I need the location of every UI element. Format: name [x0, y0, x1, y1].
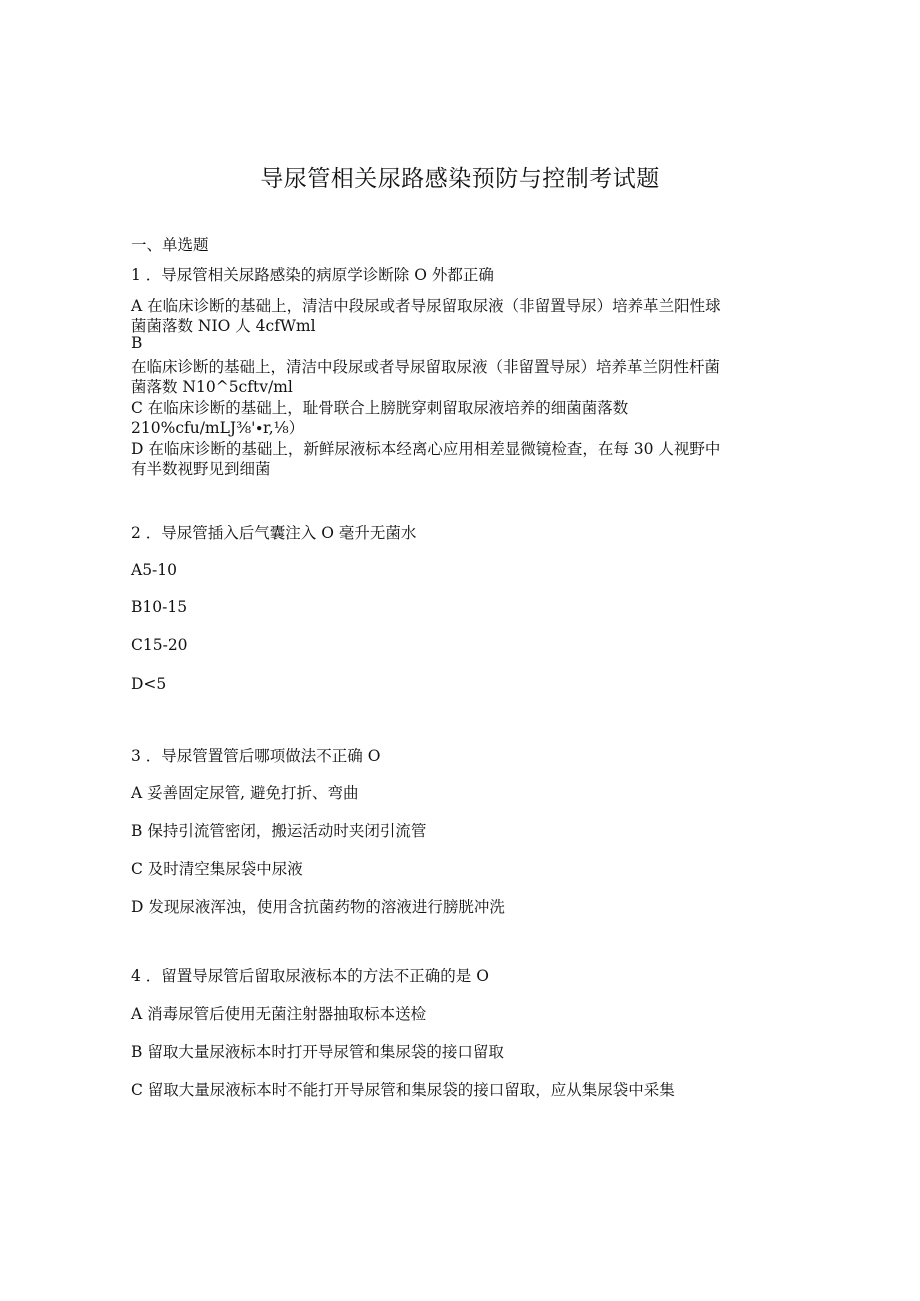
question-1-option-b-line-1: 在临床诊断的基础上，清洁中段尿或者导尿留取尿液（非留置导尿）培养革兰阴性杆菌: [131, 358, 721, 376]
question-4-stem: 4 ．留置导尿管后留取尿液标本的方法不正确的是 O: [131, 967, 489, 985]
question-1-option-b-line-2: 菌落数 N10^5cftv/ml: [131, 378, 293, 396]
question-1-stem: 1 ．导尿管相关尿路感染的病原学诊断除 O 外都正确: [131, 266, 494, 284]
question-1-option-b-label: B: [131, 334, 143, 352]
question-2-option-d: D<5: [131, 675, 167, 693]
question-1-option-a-line-1: A 在临床诊断的基础上，清洁中段尿或者导尿留取尿液（非留置导尿）培养革兰阳性球: [131, 297, 721, 315]
question-4-option-a: A 消毒尿管后使用无菌注射器抽取标本送检: [131, 1005, 427, 1023]
question-4-option-c: C 留取大量尿液标本时不能打开导尿管和集尿袋的接口留取，应从集尿袋中采集: [131, 1081, 675, 1099]
question-1-option-d-line-1: D 在临床诊断的基础上，新鲜尿液标本经离心应用相差显微镜检查，在每 30 人视野中: [131, 440, 721, 458]
question-3-option-b: B 保持引流管密闭，搬运活动时夹闭引流管: [131, 822, 427, 840]
question-3-option-c: C 及时清空集尿袋中尿液: [131, 860, 303, 878]
question-4-option-b: B 留取大量尿液标本时打开导尿管和集尿袋的接口留取: [131, 1043, 504, 1061]
question-2-stem: 2 ．导尿管插入后气囊注入 O 毫升无菌水: [131, 524, 417, 542]
question-1-option-a-line-2: 菌菌落数 NIO 人 4cfWml: [131, 317, 316, 335]
section-heading: 一、单选题: [131, 236, 209, 254]
question-1-option-c-line-1: C 在临床诊断的基础上，耻骨联合上膀胱穿刺留取尿液培养的细菌菌落数: [131, 399, 629, 417]
question-2-option-b: B10-15: [131, 598, 188, 616]
document-title: 导尿管相关尿路感染预防与控制考试题: [260, 166, 660, 192]
question-3-option-a: A 妥善固定尿管, 避免打折、弯曲: [131, 784, 359, 802]
question-3-option-d: D 发现尿液浑浊，使用含抗菌药物的溶液进行膀胱冲洗: [131, 898, 505, 916]
question-2-option-a: A5-10: [131, 561, 178, 579]
question-2-option-c: C15-20: [131, 636, 188, 654]
question-1-option-d-line-2: 有半数视野见到细菌: [131, 460, 271, 478]
question-1-option-c-line-2: 210%cfu/mLJ⅜'∙r,⅛）: [131, 419, 305, 437]
question-3-stem: 3 ．导尿管置管后哪项做法不正确 O: [131, 747, 381, 765]
